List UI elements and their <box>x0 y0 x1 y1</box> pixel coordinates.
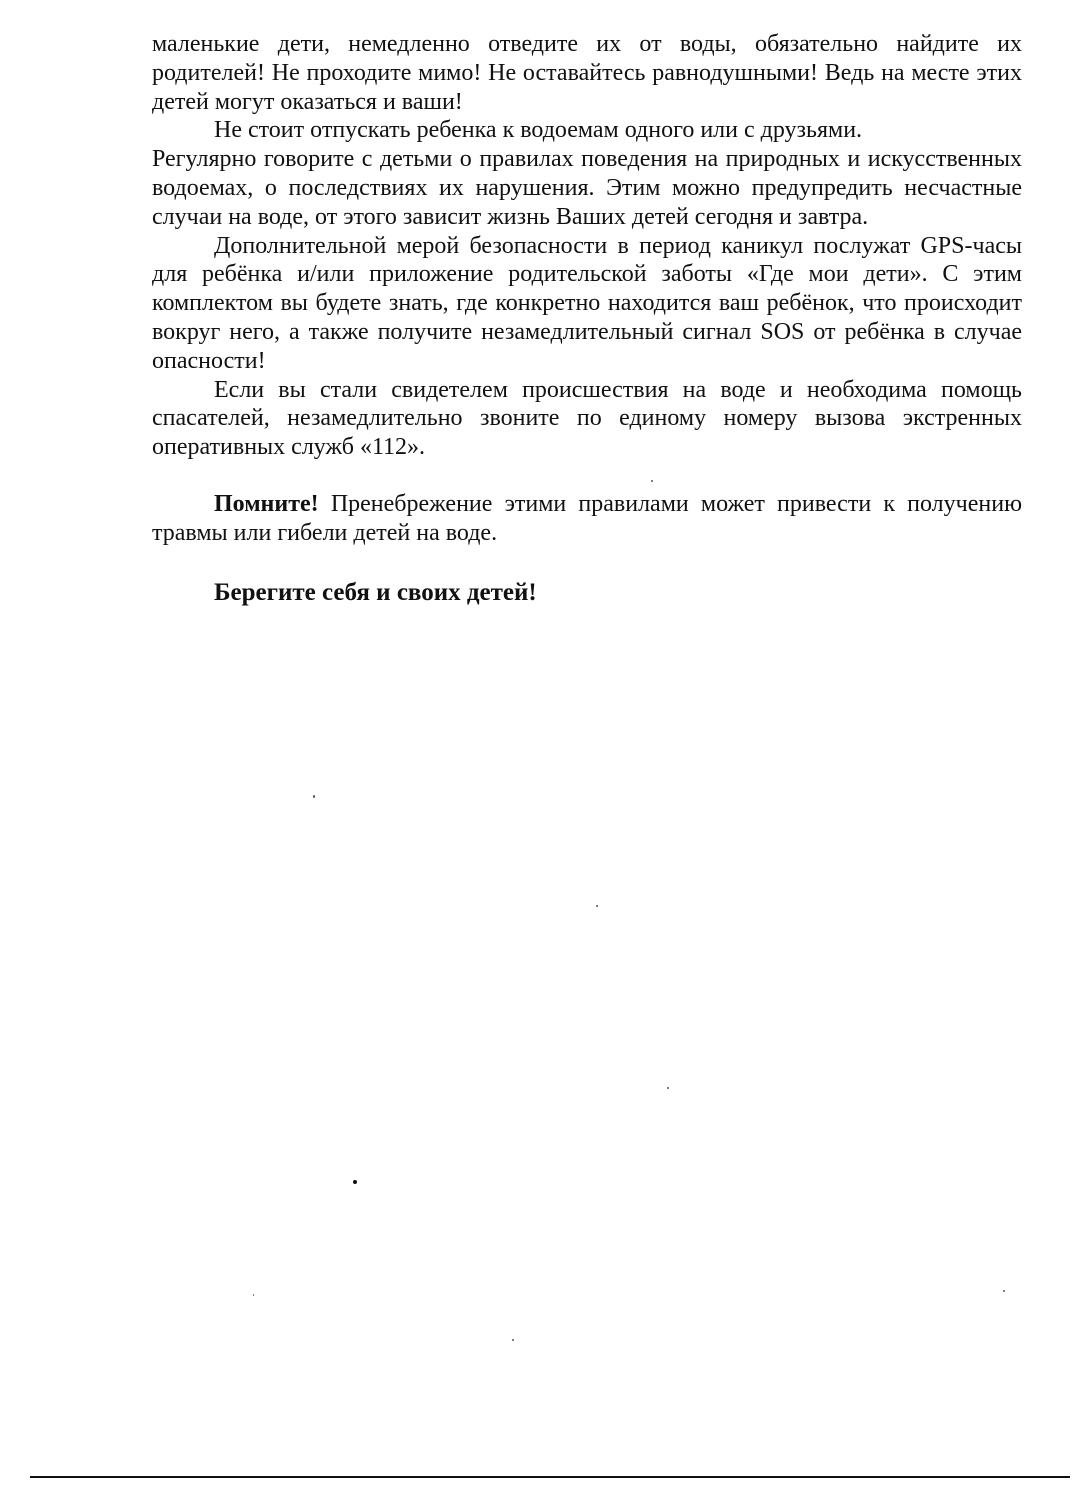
scan-speck <box>651 480 653 482</box>
scan-speck <box>512 1339 514 1341</box>
document-page <box>152 30 1022 608</box>
scan-speck <box>313 795 315 798</box>
scan-speck <box>596 905 598 907</box>
bottom-rule <box>30 1476 1070 1478</box>
paragraph-4: Дополнительной мерой безопасности в период каникул послужат GPS-часы для ребёнка и/или приложение родительской заботы «Где мои дети». С этим комплектом вы будете знать, где конкретно находится ваш ребёнок, что происходит вокруг него, а также получите незамедлительный сигнал SOS от ребёнка в случае опасности! <box>152 232 1022 374</box>
reminder-paragraph <box>152 490 1022 548</box>
scan-speck <box>667 1087 669 1089</box>
paragraph-1: маленькие дети, немедленно отведите их от воды, обязательно найдите их родителей! Не проходите мимо! Не оставайтесь равнодушными! Ведь на месте этих детей могут оказаться и ваши! <box>152 31 1022 115</box>
paragraph-3: Регулярно говорите с детьми о правилах поведения на природных и искусственных водоемах, о последствиях их нарушения. Этим можно предупредить несчастные случаи на воде, от этого зависит жизнь Ваших детей сегодня и завтра. <box>152 146 1022 230</box>
reminder-text: Пренебрежение этими правилами может привести к получению травмы или гибели детей на воде. <box>152 490 1022 546</box>
paragraph-2: Не стоит отпускать ребенка к водоемам одного или с друзьями. <box>214 117 863 144</box>
paragraph-5: Если вы стали свидетелем происшествия на воде и необходима помощь спасателей, незамедлительно звоните по единому номеру вызова экстренных оперативных служб «112». <box>152 376 1022 461</box>
reminder-lead: Помните! <box>214 490 319 517</box>
scan-speck <box>353 1180 357 1184</box>
closing-line: Берегите себя и своих детей! <box>214 578 537 606</box>
scan-speck <box>253 1294 254 1296</box>
scan-speck <box>1003 1290 1005 1292</box>
